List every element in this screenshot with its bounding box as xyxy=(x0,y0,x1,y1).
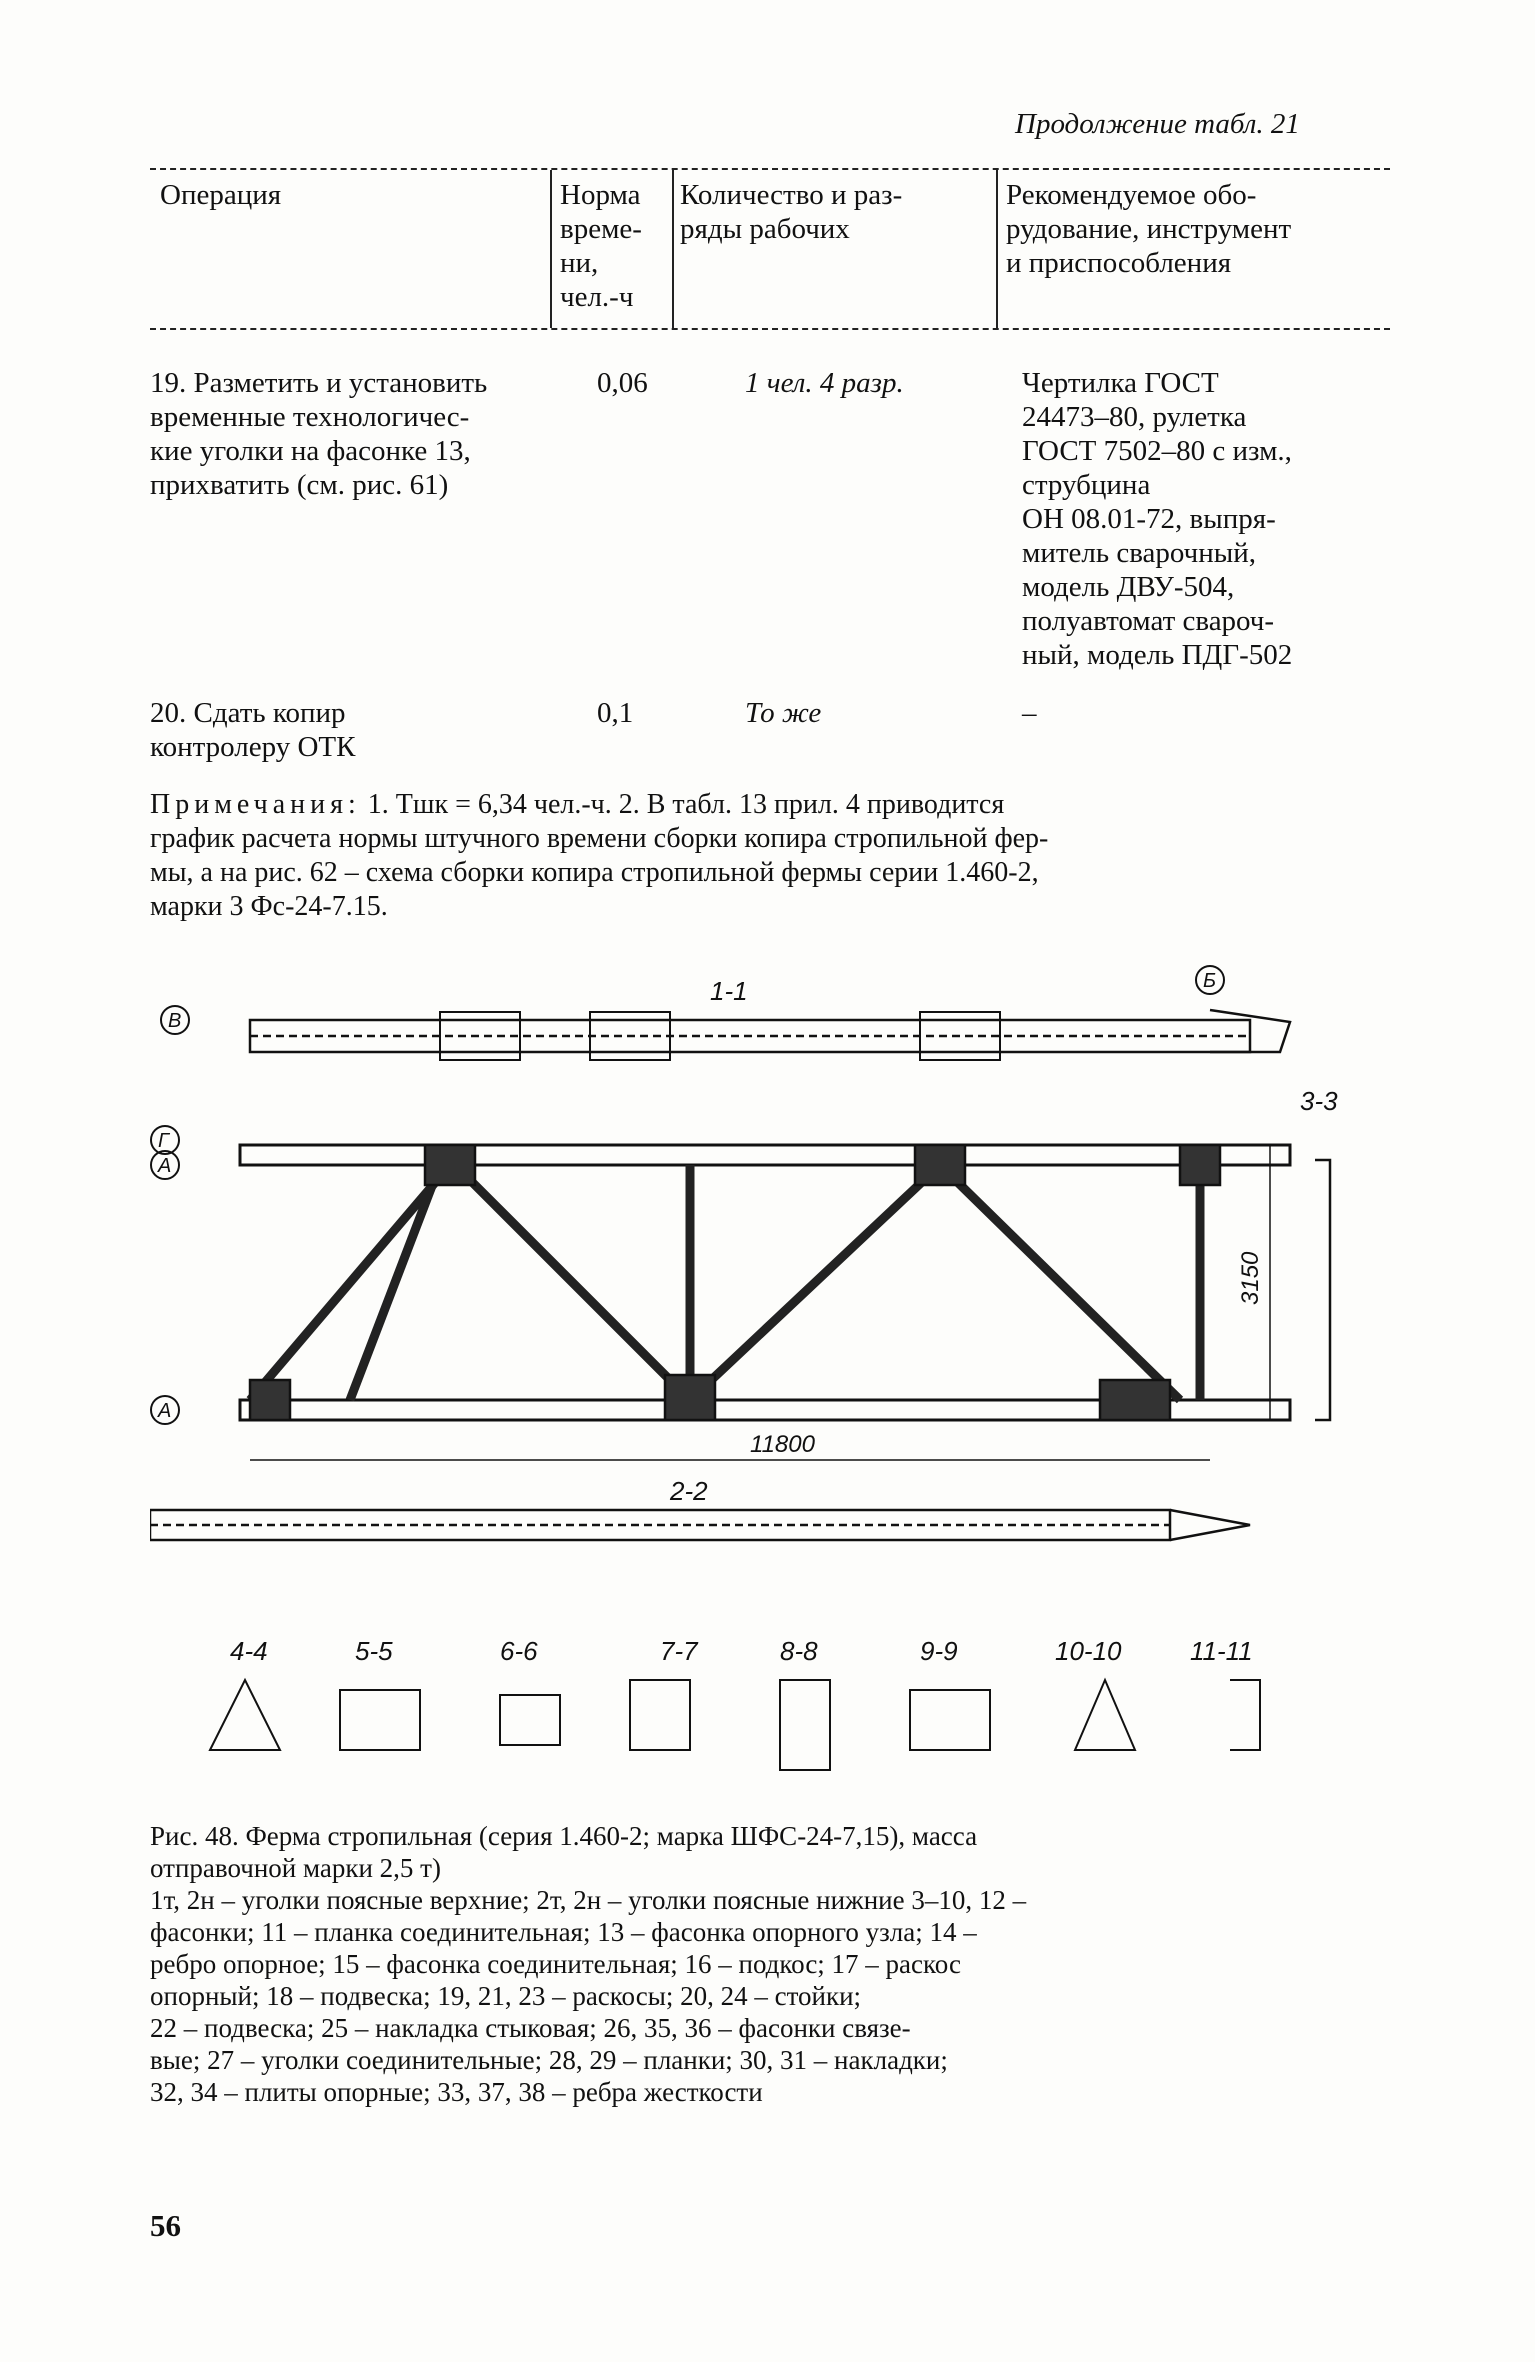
truss-gusset xyxy=(1180,1145,1220,1185)
truss-gusset xyxy=(425,1145,475,1185)
truss-diagonal xyxy=(250,1165,450,1400)
header-workers: Количество и раз- ряды рабочих xyxy=(680,179,903,245)
legend-line: 22 – подвеска; 25 – накладка стыковая; 26, 35, 36 – фасонки связе- xyxy=(150,2013,911,2043)
legend-line: вые; 27 – уголки соединительные; 28, 29 – планки; 30, 31 – накладки; xyxy=(150,2045,948,2075)
section-label: 9-9 xyxy=(920,1636,958,1666)
row-19-operation: 19. Разметить и установить временные технологичес- кие уголки на фасонке 13, прихватить (см. рис. 61) xyxy=(150,367,488,501)
height-dimension: 3150 xyxy=(1237,1251,1264,1305)
header-equipment: Рекомендуемое обо- рудование, инструмент и приспособления xyxy=(1006,179,1292,279)
row-20-operation: 20. Сдать копир контролеру ОТК xyxy=(150,697,356,763)
axis-label: А xyxy=(158,1155,172,1177)
legend-line: 1т, 2н – уголки поясные верхние; 2т, 2н – уголки поясные нижние 3–10, 12 – xyxy=(150,1885,1027,1915)
truss-gusset xyxy=(915,1145,965,1185)
section-10-10-sketch xyxy=(1075,1680,1135,1750)
table-header-rule xyxy=(150,328,1390,330)
legend-line: опорный; 18 – подвеска; 19, 21, 23 – раскосы; 20, 24 – стойки; xyxy=(150,1981,862,2011)
notes-label: Примечания: xyxy=(150,789,361,820)
column-divider xyxy=(996,170,998,328)
section-label: 3-3 xyxy=(1300,1086,1338,1116)
notes-line-4: марки 3 Фс-24-7.15. xyxy=(150,891,388,922)
section-label: 2-2 xyxy=(670,1476,708,1506)
header-operation: Операция xyxy=(160,179,282,211)
legend-line: фасонки; 11 – планка соединительная; 13 – фасонка опорного узла; 14 – xyxy=(150,1917,977,1947)
figure-legend xyxy=(150,1884,1390,2108)
notes-line-1: 1. Тшк = 6,34 чел.-ч. 2. В табл. 13 прил. 4 приводится xyxy=(360,789,1005,820)
section-9-9-sketch xyxy=(910,1690,990,1750)
row-20-norm: 0,1 xyxy=(597,697,634,729)
section-8-8-sketch xyxy=(780,1680,830,1770)
table-top-rule xyxy=(150,168,1390,170)
caption-title-line-2: отправочной марки 2,5 т) xyxy=(150,1853,441,1883)
axis-label: В xyxy=(168,1010,182,1032)
section-5-5-sketch xyxy=(340,1690,420,1750)
section-11-11-sketch xyxy=(1230,1680,1260,1750)
truss-diagonal xyxy=(690,1165,940,1400)
elevation-top-chord xyxy=(240,1145,1290,1165)
column-divider xyxy=(550,170,552,328)
section-label: 8-8 xyxy=(780,1636,818,1666)
section-4-4-sketch xyxy=(210,1680,280,1750)
section-6-6-sketch xyxy=(500,1695,560,1745)
truss-diagonal xyxy=(940,1165,1180,1400)
legend-line: ребро опорное; 15 – фасонка соединительная; 16 – подкос; 17 – раскос xyxy=(150,1949,961,1979)
truss-diagonal xyxy=(350,1165,440,1400)
span-dimension: 11800 xyxy=(750,1431,815,1458)
table-continuation: Продолжение табл. 21 xyxy=(1015,108,1300,140)
section-label: 10-10 xyxy=(1055,1636,1122,1666)
legend-line: 32, 34 – плиты опорные; 33, 37, 38 – ребра жесткости xyxy=(150,2077,763,2107)
column-divider xyxy=(672,170,674,328)
table-notes xyxy=(150,788,1390,924)
section-label: 11-11 xyxy=(1190,1636,1253,1666)
page-number: 56 xyxy=(150,2208,181,2243)
row-20-equipment: – xyxy=(1022,697,1037,729)
axis-label: А xyxy=(158,1400,172,1422)
section-label: 6-6 xyxy=(500,1636,538,1666)
axis-label: Г xyxy=(158,1130,169,1152)
section-3-3-detail xyxy=(1315,1160,1330,1420)
row-19-equipment: Чертилка ГОСТ 24473–80, рулетка ГОСТ 7502–80 с изм., струбцина ОН 08.01-72, выпря- митель сварочный, модель ДВУ-504, полуавтомат свароч- ный, модель ПДГ-502 xyxy=(1022,367,1293,671)
row-20-workers: То же xyxy=(745,697,822,729)
section-label: 4-4 xyxy=(230,1636,268,1666)
truss-gusset xyxy=(1100,1380,1170,1420)
section-label: 7-7 xyxy=(660,1636,698,1666)
caption-title-line-1: Рис. 48. Ферма стропильная (серия 1.460-2; марка ШФС-24-7,15), масса xyxy=(150,1821,978,1851)
section-7-7-sketch xyxy=(630,1680,690,1750)
axis-label: Б xyxy=(1203,970,1217,992)
truss-diagonal xyxy=(455,1165,690,1400)
truss-gusset xyxy=(665,1375,715,1420)
header-norm: Норма време- ни, чел.-ч xyxy=(560,179,642,313)
truss-drawing xyxy=(150,960,1390,1810)
truss-gusset xyxy=(250,1380,290,1420)
row-19-norm: 0,06 xyxy=(597,367,648,399)
row-19-workers: 1 чел. 4 разр. xyxy=(745,367,904,399)
section-label: 5-5 xyxy=(355,1636,393,1666)
notes-line-2: график расчета нормы штучного времени сборки копира стропильной фер- xyxy=(150,823,1049,854)
section-label: 1-1 xyxy=(710,976,748,1006)
figure-caption xyxy=(150,1820,1390,1884)
notes-line-3: мы, а на рис. 62 – схема сборки копира стропильной фермы серии 1.460-2, xyxy=(150,857,1039,888)
